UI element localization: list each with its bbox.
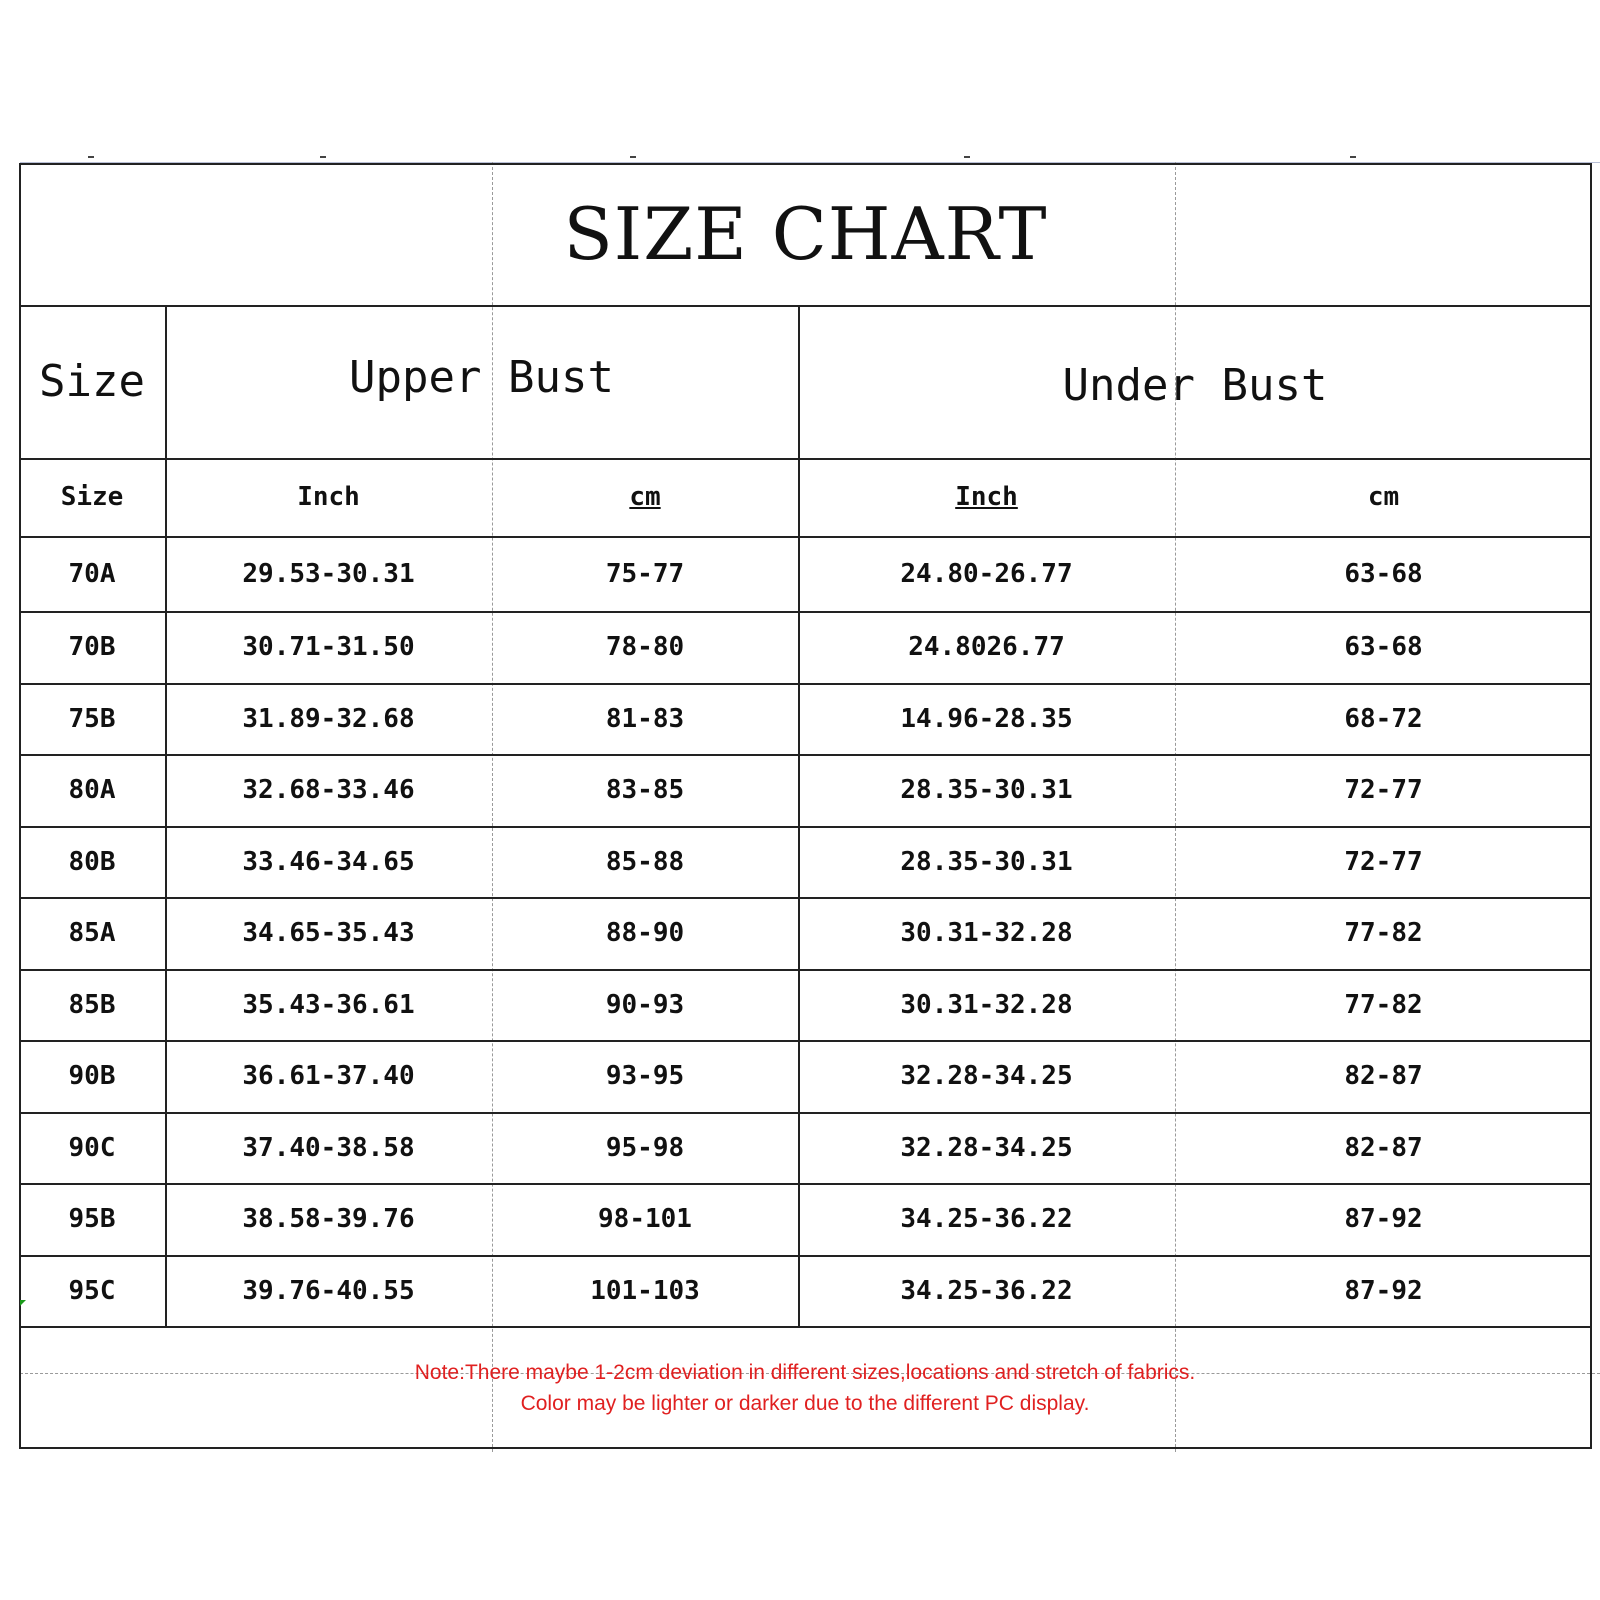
upper-inch-cell: 30.71-31.50 xyxy=(242,632,415,662)
upper-inch-cell: 32.68-33.46 xyxy=(242,775,415,805)
under-cm-cell: 82-87 xyxy=(1344,1061,1423,1091)
upper-inch-cell: 37.40-38.58 xyxy=(242,1132,415,1163)
note-line-1: Note:There maybe 1-2cm deviation in different sizes,locations and stretch of fabrics. xyxy=(414,1361,1196,1384)
under-inch-cell: 24.80-26.77 xyxy=(900,558,1073,589)
under-inch-cell: 32.28-34.25 xyxy=(900,1132,1073,1163)
size-cell: 85B xyxy=(68,989,116,1020)
under-inch-column-header: Inch xyxy=(955,482,1018,512)
under-cm-cell: 87-92 xyxy=(1344,1204,1423,1234)
under-inch-cell: 24.8026.77 xyxy=(908,632,1065,662)
upper-inch-cell: 36.61-37.40 xyxy=(242,1061,415,1091)
size-cell: 70A xyxy=(68,558,116,589)
under-cm-cell: 72-77 xyxy=(1344,846,1423,877)
size-cell: 95B xyxy=(68,1204,116,1234)
upper-cm-cell: 98-101 xyxy=(598,1204,692,1234)
upper-cm-cell: 90-93 xyxy=(605,989,685,1020)
under-inch-cell: 34.25-36.22 xyxy=(900,1204,1073,1234)
size-cell: 75B xyxy=(68,703,116,734)
under-inch-cell: 28.35-30.31 xyxy=(900,775,1073,805)
under-inch-cell: 28.35-30.31 xyxy=(900,846,1073,877)
note-line-2: Color may be lighter or darker due to the different PC display. xyxy=(520,1392,1090,1415)
upper-cm-cell: 93-95 xyxy=(605,1061,685,1091)
upper-inch-cell: 38.58-39.76 xyxy=(242,1204,415,1234)
column-tick xyxy=(88,156,94,158)
upper-inch-cell: 39.76-40.55 xyxy=(242,1275,415,1306)
upper-cm-cell: 88-90 xyxy=(605,918,685,948)
under-cm-cell: 77-82 xyxy=(1344,918,1423,948)
under-cm-cell: 87-92 xyxy=(1344,1275,1423,1306)
upper-inch-cell: 34.65-35.43 xyxy=(242,918,415,948)
size-column-header: Size xyxy=(60,482,124,512)
column-tick xyxy=(320,156,326,158)
upper-cm-cell: 83-85 xyxy=(605,775,685,805)
size-cell: 80A xyxy=(68,775,116,805)
upper-inch-cell: 35.43-36.61 xyxy=(242,989,415,1020)
upper-cm-cell: 101-103 xyxy=(590,1275,700,1306)
column-tick xyxy=(964,156,970,158)
under-inch-cell: 30.31-32.28 xyxy=(900,918,1073,948)
upper-cm-cell: 75-77 xyxy=(605,558,685,589)
upper-inch-cell: 29.53-30.31 xyxy=(242,558,415,589)
upper-inch-column-header: Inch xyxy=(297,482,360,512)
upper-cm-cell: 95-98 xyxy=(605,1132,685,1163)
upper-inch-cell: 31.89-32.68 xyxy=(242,703,415,734)
under-cm-cell: 82-87 xyxy=(1344,1132,1423,1163)
size-cell: 95C xyxy=(68,1275,116,1306)
under-inch-cell: 30.31-32.28 xyxy=(900,989,1073,1020)
row-divider xyxy=(19,1326,1592,1328)
upper-inch-cell: 33.46-34.65 xyxy=(242,846,415,877)
upper-bust-header: Upper Bust xyxy=(349,352,614,403)
column-tick xyxy=(1350,156,1356,158)
upper-cm-cell: 85-88 xyxy=(605,846,685,877)
upper-cm-cell: 78-80 xyxy=(605,632,685,662)
under-cm-column-header: cm xyxy=(1367,482,1400,512)
under-cm-cell: 72-77 xyxy=(1344,775,1423,805)
upper-cm-column-header: cm xyxy=(629,482,661,512)
under-inch-cell: 32.28-34.25 xyxy=(900,1061,1073,1091)
under-cm-cell: 68-72 xyxy=(1344,703,1423,734)
under-cm-cell: 63-68 xyxy=(1344,632,1423,662)
under-inch-cell: 34.25-36.22 xyxy=(900,1275,1073,1306)
page-title: SIZE CHART xyxy=(563,192,1048,276)
size-group-header: Size xyxy=(39,356,145,407)
size-cell: 90B xyxy=(68,1061,116,1091)
under-inch-cell: 14.96-28.35 xyxy=(900,703,1073,734)
upper-cm-cell: 81-83 xyxy=(605,703,685,734)
under-cm-cell: 63-68 xyxy=(1344,558,1423,589)
under-cm-cell: 77-82 xyxy=(1344,989,1423,1020)
size-cell: 90C xyxy=(68,1132,116,1163)
size-cell: 85A xyxy=(68,918,116,948)
size-cell: 80B xyxy=(68,846,116,877)
column-tick xyxy=(630,156,636,158)
size-cell: 70B xyxy=(68,632,116,662)
under-bust-header: Under Bust xyxy=(1062,359,1328,411)
